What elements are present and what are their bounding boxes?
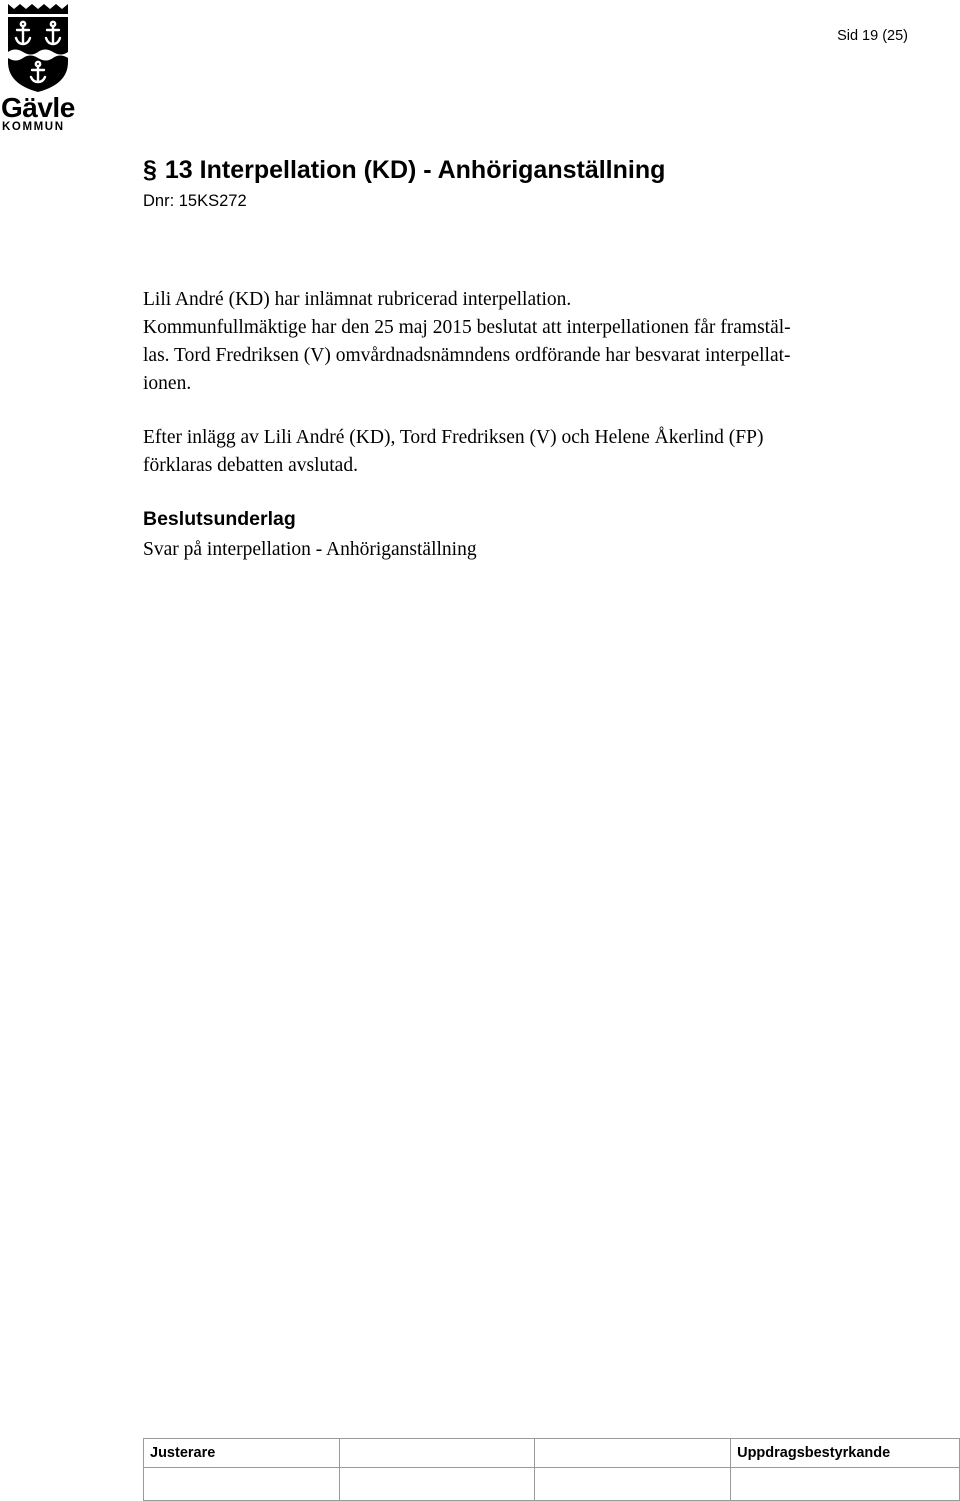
signature-cell xyxy=(144,1468,340,1501)
section-symbol: § xyxy=(143,156,157,184)
uppdragsbestyrkande-label-cell xyxy=(731,1439,960,1468)
paragraph-debate xyxy=(143,424,933,480)
page-number: Sid 19 (25) xyxy=(837,28,908,44)
logo-subtitle: KOMMUN xyxy=(2,121,65,133)
signature-cell xyxy=(731,1468,960,1501)
coat-of-arms-icon xyxy=(0,2,76,94)
paragraph-line: las. Tord Fredriksen (V) omvårdnadsnämndens ordförande har besvarat interpellat- xyxy=(143,345,791,366)
logo-name: Gävle xyxy=(1,92,75,123)
paragraph-line: Kommunfullmäktige har den 25 maj 2015 beslutat att interpellationen får framstäl- xyxy=(143,317,791,338)
page-title xyxy=(143,156,665,185)
uppdragsbestyrkande-label: Uppdragsbestyrkande xyxy=(737,1445,891,1461)
gavle-kommun-logo xyxy=(0,2,76,136)
case-number: Dnr: 15KS272 xyxy=(143,192,247,210)
paragraph-line: ionen. xyxy=(143,373,192,394)
paragraph-interpellation xyxy=(143,286,933,398)
paragraph-line: Lili André (KD) har inlämnat rubricerad interpellation. xyxy=(143,289,572,310)
signature-cell xyxy=(339,1468,535,1501)
signature-table xyxy=(143,1438,960,1501)
signature-cell xyxy=(535,1439,731,1468)
page-title-text: 13 Interpellation (KD) - Anhöriganställning xyxy=(164,156,666,184)
signature-cell xyxy=(339,1439,535,1468)
paragraph-line: förklaras debatten avslutad. xyxy=(143,455,358,476)
beslutsunderlag-heading: Beslutsunderlag xyxy=(143,508,296,530)
justerare-label: Justerare xyxy=(150,1445,216,1461)
paragraph-line: Efter inlägg av Lili André (KD), Tord Fredriksen (V) och Helene Åkerlind (FP) xyxy=(143,427,764,448)
signature-cell xyxy=(535,1468,731,1501)
justerare-label-cell xyxy=(144,1439,340,1468)
beslutsunderlag-item: Svar på interpellation - Anhöriganställning xyxy=(143,539,477,560)
